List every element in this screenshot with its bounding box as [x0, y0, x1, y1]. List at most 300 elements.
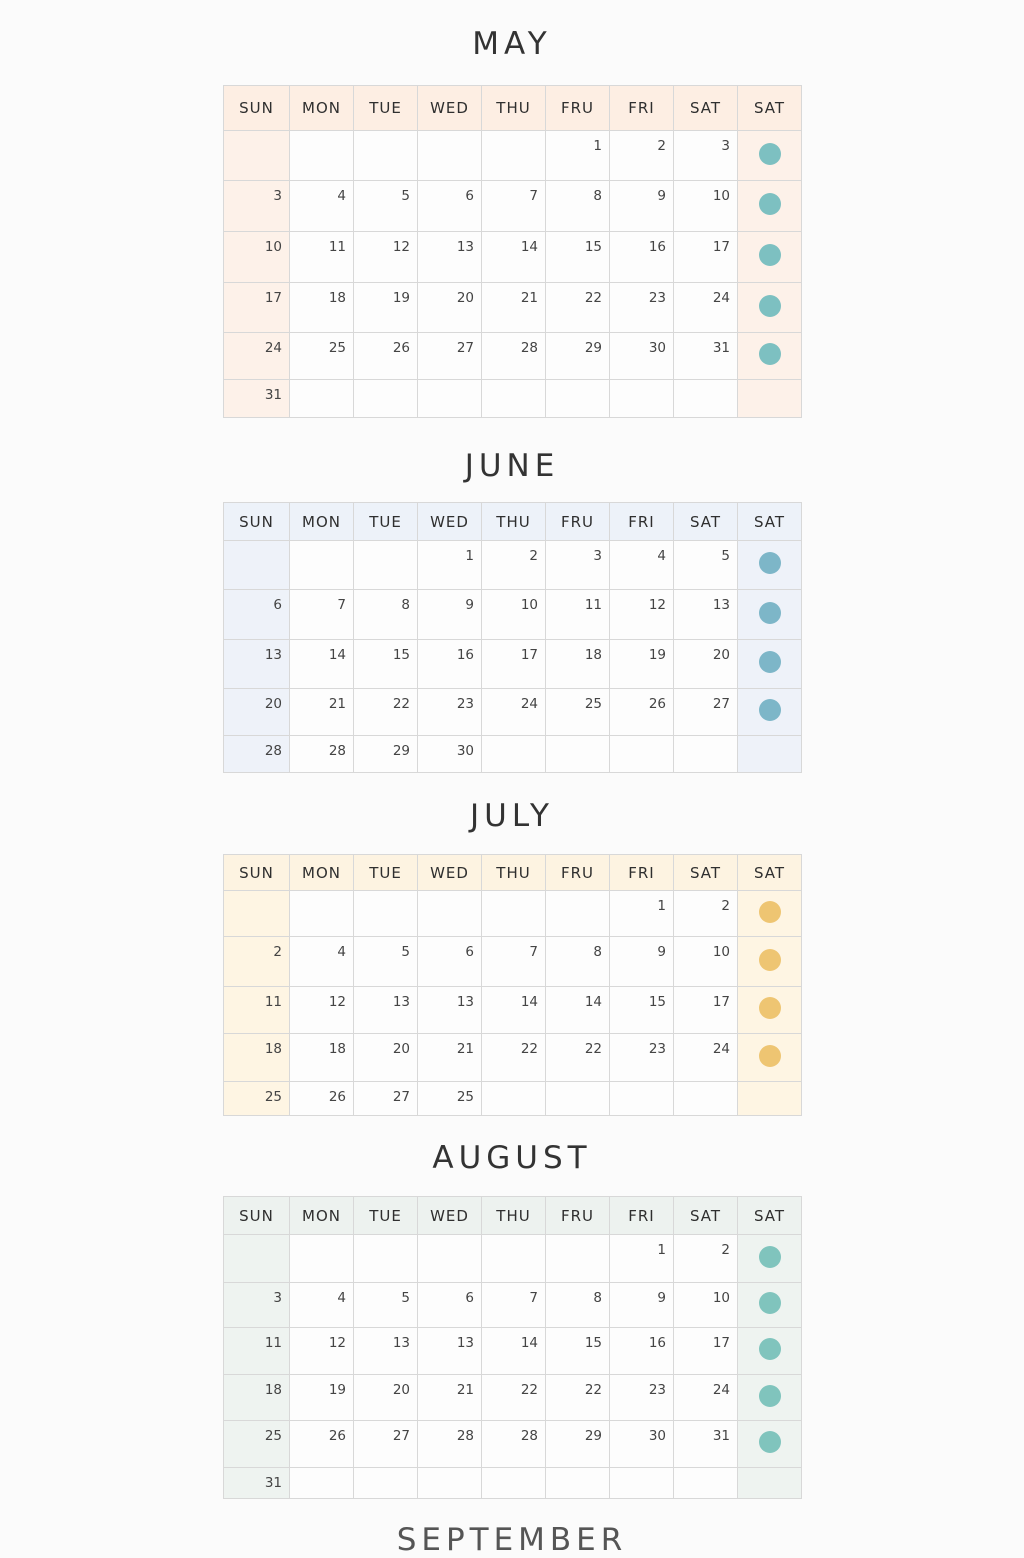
day-cell[interactable]: [546, 131, 610, 181]
day-cell[interactable]: [674, 1235, 738, 1283]
day-cell[interactable]: [546, 590, 610, 640]
day-cell[interactable]: [674, 640, 738, 689]
day-cell[interactable]: [354, 181, 418, 232]
day-cell[interactable]: [674, 1375, 738, 1421]
weekday-header-wed: WED: [418, 1197, 482, 1235]
day-cell[interactable]: [610, 987, 674, 1034]
day-cell[interactable]: [482, 131, 546, 181]
day-number: 5: [401, 188, 410, 204]
day-cell[interactable]: [482, 380, 546, 418]
day-cell[interactable]: [610, 1328, 674, 1375]
day-number: 20: [392, 1382, 410, 1398]
day-number: [602, 385, 609, 392]
weekday-header-fri: FRI: [610, 1197, 674, 1235]
day-number: [474, 1473, 481, 1480]
marker-cell: [738, 1283, 802, 1328]
day-number: [282, 546, 289, 553]
day-cell[interactable]: [546, 689, 610, 736]
day-cell[interactable]: [546, 1034, 610, 1082]
day-number: [666, 741, 673, 748]
weekday-header-sat: SAT: [674, 86, 738, 131]
day-number: 16: [456, 647, 474, 663]
day-number: [538, 896, 545, 903]
day-number: 27: [456, 340, 474, 356]
day-cell[interactable]: [482, 1235, 546, 1283]
day-cell[interactable]: [546, 1235, 610, 1283]
week-row: [224, 1421, 802, 1468]
day-cell[interactable]: [610, 1468, 674, 1499]
day-cell[interactable]: [224, 1328, 290, 1375]
day-cell[interactable]: [482, 1328, 546, 1375]
dot-marker: [759, 651, 781, 673]
day-cell[interactable]: [674, 131, 738, 181]
weekday-header-fru: FRU: [546, 855, 610, 891]
week-row: [224, 541, 802, 590]
day-cell[interactable]: [354, 640, 418, 689]
day-number: 28: [328, 743, 346, 759]
weekday-header-tue: TUE: [354, 1197, 418, 1235]
day-number: 8: [401, 597, 410, 613]
day-number: 10: [712, 188, 730, 204]
day-cell[interactable]: [610, 380, 674, 418]
week-row: [224, 1034, 802, 1082]
day-cell[interactable]: [418, 1034, 482, 1082]
day-cell[interactable]: [354, 590, 418, 640]
day-cell[interactable]: [418, 1082, 482, 1116]
day-cell[interactable]: [610, 232, 674, 283]
day-cell[interactable]: [546, 987, 610, 1034]
day-cell[interactable]: [610, 891, 674, 937]
day-cell[interactable]: [290, 937, 354, 987]
day-cell[interactable]: [546, 736, 610, 773]
weekday-header-row: [224, 86, 802, 131]
day-number: 8: [593, 188, 602, 204]
day-cell[interactable]: [610, 1235, 674, 1283]
day-cell[interactable]: [224, 1421, 290, 1468]
day-cell[interactable]: [418, 590, 482, 640]
day-cell[interactable]: [482, 1421, 546, 1468]
day-cell[interactable]: [418, 380, 482, 418]
day-cell[interactable]: [482, 1034, 546, 1082]
day-cell[interactable]: [546, 380, 610, 418]
day-cell[interactable]: [418, 232, 482, 283]
day-cell[interactable]: [354, 541, 418, 590]
day-number: [346, 1240, 353, 1247]
day-number: 16: [648, 239, 666, 255]
day-cell[interactable]: [224, 333, 290, 380]
day-cell[interactable]: [610, 541, 674, 590]
day-cell[interactable]: [482, 736, 546, 773]
weekday-header-wed: WED: [418, 86, 482, 131]
day-cell[interactable]: [290, 640, 354, 689]
day-cell[interactable]: [290, 1421, 354, 1468]
weekday-header-sat: SAT: [674, 503, 738, 541]
day-cell[interactable]: [354, 1082, 418, 1116]
marker-cell: [738, 283, 802, 333]
marker-cell: [738, 891, 802, 937]
day-cell[interactable]: [674, 891, 738, 937]
day-cell[interactable]: [546, 541, 610, 590]
day-number: [538, 385, 545, 392]
day-number: 2: [721, 898, 730, 914]
month-title-september: SEPTEMBER: [396, 1522, 628, 1558]
day-number: 17: [520, 647, 538, 663]
day-cell[interactable]: [482, 937, 546, 987]
month-title-may: MAY: [472, 26, 552, 62]
day-number: 9: [657, 188, 666, 204]
day-cell[interactable]: [418, 937, 482, 987]
day-cell[interactable]: [610, 283, 674, 333]
day-cell[interactable]: [482, 689, 546, 736]
day-number: 22: [392, 696, 410, 712]
day-number: [730, 741, 737, 748]
day-number: 12: [328, 994, 346, 1010]
day-cell[interactable]: [482, 181, 546, 232]
day-cell[interactable]: [290, 283, 354, 333]
month-title-july: JULY: [470, 798, 554, 834]
day-number: 3: [721, 138, 730, 154]
day-number: 13: [264, 647, 282, 663]
day-number: [346, 385, 353, 392]
day-cell[interactable]: [418, 891, 482, 937]
day-number: 11: [264, 994, 282, 1010]
day-cell[interactable]: [290, 590, 354, 640]
day-cell[interactable]: [546, 333, 610, 380]
day-number: 15: [584, 1335, 602, 1351]
day-cell[interactable]: [674, 1468, 738, 1499]
calendar-grid-july: [223, 854, 802, 1116]
day-number: 15: [584, 239, 602, 255]
day-cell[interactable]: [418, 1375, 482, 1421]
day-cell[interactable]: [354, 1034, 418, 1082]
day-number: 12: [648, 597, 666, 613]
day-cell[interactable]: [482, 891, 546, 937]
day-number: 25: [584, 696, 602, 712]
weekday-header-tue: TUE: [354, 855, 418, 891]
day-cell[interactable]: [418, 987, 482, 1034]
day-cell[interactable]: [482, 1468, 546, 1499]
week-row: [224, 891, 802, 937]
day-cell[interactable]: [290, 891, 354, 937]
day-number: 10: [264, 239, 282, 255]
day-cell[interactable]: [354, 380, 418, 418]
day-number: 18: [264, 1382, 282, 1398]
day-cell[interactable]: [224, 232, 290, 283]
day-cell[interactable]: [610, 1375, 674, 1421]
day-cell[interactable]: [354, 736, 418, 773]
day-cell[interactable]: [482, 1375, 546, 1421]
day-cell[interactable]: [354, 232, 418, 283]
day-number: 6: [465, 1290, 474, 1306]
day-cell[interactable]: [610, 590, 674, 640]
weekday-header-fru: FRU: [546, 86, 610, 131]
day-cell[interactable]: [290, 1468, 354, 1499]
day-number: 2: [657, 138, 666, 154]
day-cell[interactable]: [674, 937, 738, 987]
day-number: [410, 896, 417, 903]
day-cell[interactable]: [224, 689, 290, 736]
marker-cell: [738, 736, 802, 773]
day-number: 26: [648, 696, 666, 712]
day-number: [282, 136, 289, 143]
day-number: 14: [520, 239, 538, 255]
day-cell[interactable]: [546, 232, 610, 283]
day-cell[interactable]: [354, 1328, 418, 1375]
day-cell[interactable]: [674, 1421, 738, 1468]
day-cell[interactable]: [674, 181, 738, 232]
day-number: 15: [392, 647, 410, 663]
day-number: [410, 385, 417, 392]
day-cell[interactable]: [354, 333, 418, 380]
day-cell[interactable]: [290, 1034, 354, 1082]
day-number: [602, 741, 609, 748]
day-cell[interactable]: [354, 1375, 418, 1421]
day-number: 3: [273, 188, 282, 204]
day-cell[interactable]: [610, 640, 674, 689]
day-cell[interactable]: [290, 380, 354, 418]
week-row: [224, 590, 802, 640]
day-number: 25: [328, 340, 346, 356]
day-cell[interactable]: [224, 891, 290, 937]
day-cell[interactable]: [224, 380, 290, 418]
day-cell[interactable]: [224, 1468, 290, 1499]
day-cell[interactable]: [224, 181, 290, 232]
day-cell[interactable]: [610, 736, 674, 773]
day-cell[interactable]: [290, 1328, 354, 1375]
day-cell[interactable]: [354, 689, 418, 736]
day-cell[interactable]: [610, 1082, 674, 1116]
day-number: 21: [456, 1041, 474, 1057]
marker-cell: [738, 333, 802, 380]
month-title-august: AUGUST: [432, 1140, 592, 1176]
day-cell[interactable]: [418, 1283, 482, 1328]
weekday-header-row: [224, 503, 802, 541]
marker-cell: [738, 689, 802, 736]
day-cell[interactable]: [224, 590, 290, 640]
day-cell[interactable]: [610, 1421, 674, 1468]
day-cell[interactable]: [482, 590, 546, 640]
day-cell[interactable]: [418, 541, 482, 590]
day-cell[interactable]: [224, 1034, 290, 1082]
day-cell[interactable]: [674, 232, 738, 283]
day-cell[interactable]: [224, 937, 290, 987]
weekday-header-wed: WED: [418, 855, 482, 891]
day-number: 27: [392, 1428, 410, 1444]
day-number: 13: [456, 239, 474, 255]
day-number: 8: [593, 1290, 602, 1306]
day-cell[interactable]: [290, 541, 354, 590]
day-cell[interactable]: [674, 1082, 738, 1116]
day-cell[interactable]: [610, 1283, 674, 1328]
day-cell[interactable]: [290, 689, 354, 736]
day-cell[interactable]: [354, 987, 418, 1034]
day-cell[interactable]: [610, 333, 674, 380]
day-cell[interactable]: [546, 937, 610, 987]
weekday-header-sat: SAT: [674, 855, 738, 891]
day-cell[interactable]: [418, 689, 482, 736]
week-row: [224, 1468, 802, 1499]
day-cell[interactable]: [354, 1283, 418, 1328]
day-cell[interactable]: [418, 1328, 482, 1375]
day-cell[interactable]: [418, 333, 482, 380]
day-cell[interactable]: [546, 1421, 610, 1468]
day-number: 17: [712, 994, 730, 1010]
day-cell[interactable]: [354, 1235, 418, 1283]
day-cell[interactable]: [290, 736, 354, 773]
day-number: 12: [328, 1335, 346, 1351]
day-cell[interactable]: [482, 333, 546, 380]
day-number: [474, 896, 481, 903]
day-cell[interactable]: [418, 1468, 482, 1499]
day-number: [410, 1240, 417, 1247]
day-number: 5: [721, 548, 730, 564]
day-cell[interactable]: [418, 640, 482, 689]
dot-marker: [759, 552, 781, 574]
day-cell[interactable]: [290, 181, 354, 232]
day-cell[interactable]: [418, 1235, 482, 1283]
day-number: 13: [712, 597, 730, 613]
day-number: 20: [712, 647, 730, 663]
day-cell[interactable]: [674, 689, 738, 736]
day-cell[interactable]: [674, 380, 738, 418]
day-cell[interactable]: [290, 131, 354, 181]
day-cell[interactable]: [674, 987, 738, 1034]
weekday-header-wed: WED: [418, 503, 482, 541]
day-cell[interactable]: [290, 1082, 354, 1116]
day-cell[interactable]: [418, 131, 482, 181]
day-cell[interactable]: [546, 1283, 610, 1328]
day-number: 23: [648, 1041, 666, 1057]
day-cell[interactable]: [354, 283, 418, 333]
day-cell[interactable]: [674, 590, 738, 640]
day-cell[interactable]: [610, 181, 674, 232]
day-cell[interactable]: [224, 1082, 290, 1116]
marker-cell: [738, 1468, 802, 1499]
day-number: 22: [584, 1041, 602, 1057]
day-cell[interactable]: [482, 1082, 546, 1116]
day-cell[interactable]: [610, 937, 674, 987]
calendar-grid-august: [223, 1196, 802, 1499]
marker-cell: [738, 1375, 802, 1421]
day-cell[interactable]: [482, 283, 546, 333]
day-number: 9: [657, 1290, 666, 1306]
day-cell[interactable]: [224, 131, 290, 181]
day-cell[interactable]: [224, 1283, 290, 1328]
day-number: 19: [648, 647, 666, 663]
day-cell[interactable]: [610, 1034, 674, 1082]
day-cell[interactable]: [674, 1328, 738, 1375]
day-number: 5: [401, 1290, 410, 1306]
day-cell[interactable]: [482, 640, 546, 689]
day-cell[interactable]: [482, 1283, 546, 1328]
dot-marker: [759, 1431, 781, 1453]
day-number: 28: [264, 743, 282, 759]
day-cell[interactable]: [290, 1235, 354, 1283]
week-row: [224, 1328, 802, 1375]
day-cell[interactable]: [224, 736, 290, 773]
day-number: 14: [520, 1335, 538, 1351]
day-cell[interactable]: [610, 689, 674, 736]
day-cell[interactable]: [674, 333, 738, 380]
day-cell[interactable]: [290, 987, 354, 1034]
day-cell[interactable]: [354, 131, 418, 181]
day-number: [410, 546, 417, 553]
day-cell[interactable]: [546, 891, 610, 937]
day-number: 16: [648, 1335, 666, 1351]
day-number: 10: [520, 597, 538, 613]
day-cell[interactable]: [546, 181, 610, 232]
day-cell[interactable]: [610, 131, 674, 181]
day-cell[interactable]: [674, 283, 738, 333]
day-cell[interactable]: [354, 1468, 418, 1499]
day-number: 24: [264, 340, 282, 356]
marker-cell: [738, 1421, 802, 1468]
day-cell[interactable]: [418, 181, 482, 232]
dot-marker: [759, 901, 781, 923]
day-number: 25: [264, 1428, 282, 1444]
day-number: [538, 1240, 545, 1247]
day-number: 7: [337, 597, 346, 613]
day-cell[interactable]: [224, 1375, 290, 1421]
day-cell[interactable]: [546, 640, 610, 689]
day-cell[interactable]: [674, 541, 738, 590]
week-row: [224, 1082, 802, 1116]
weekday-header-thu: THU: [482, 86, 546, 131]
day-number: [730, 1473, 737, 1480]
day-cell[interactable]: [546, 1082, 610, 1116]
dot-marker: [759, 602, 781, 624]
day-number: [602, 1087, 609, 1094]
day-cell[interactable]: [546, 1328, 610, 1375]
day-cell[interactable]: [674, 1034, 738, 1082]
day-cell[interactable]: [354, 891, 418, 937]
day-cell[interactable]: [546, 283, 610, 333]
day-cell[interactable]: [224, 283, 290, 333]
day-cell[interactable]: [290, 1375, 354, 1421]
weekday-header-fru: FRU: [546, 1197, 610, 1235]
day-cell[interactable]: [546, 1375, 610, 1421]
day-cell[interactable]: [418, 736, 482, 773]
day-cell[interactable]: [290, 232, 354, 283]
day-cell[interactable]: [224, 640, 290, 689]
day-cell[interactable]: [224, 541, 290, 590]
week-row: [224, 736, 802, 773]
day-cell[interactable]: [482, 232, 546, 283]
week-row: [224, 1235, 802, 1283]
day-cell[interactable]: [674, 736, 738, 773]
day-cell[interactable]: [354, 937, 418, 987]
day-cell[interactable]: [482, 541, 546, 590]
day-number: 14: [584, 994, 602, 1010]
week-row: [224, 380, 802, 418]
day-cell[interactable]: [224, 1235, 290, 1283]
day-number: 18: [264, 1041, 282, 1057]
weekday-header-sat2: SAT: [738, 855, 802, 891]
day-number: 20: [264, 696, 282, 712]
day-cell[interactable]: [546, 1468, 610, 1499]
day-cell[interactable]: [354, 1421, 418, 1468]
day-cell[interactable]: [290, 333, 354, 380]
day-cell[interactable]: [224, 987, 290, 1034]
day-number: 24: [520, 696, 538, 712]
weekday-header-thu: THU: [482, 1197, 546, 1235]
day-cell[interactable]: [290, 1283, 354, 1328]
day-cell[interactable]: [418, 283, 482, 333]
week-row: [224, 131, 802, 181]
day-cell[interactable]: [482, 987, 546, 1034]
day-cell[interactable]: [674, 1283, 738, 1328]
day-cell[interactable]: [418, 1421, 482, 1468]
